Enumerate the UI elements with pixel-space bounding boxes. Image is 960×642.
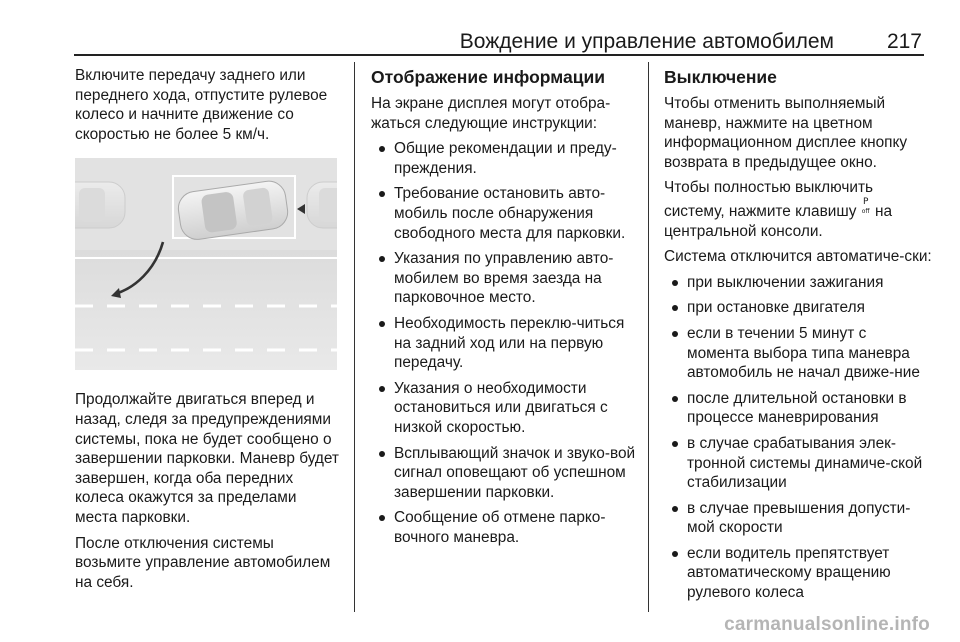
column-divider <box>648 62 649 612</box>
list-item: Всплывающий значок и звуко-вой сигнал оповещают об успешном завершении парковки. <box>371 444 636 503</box>
paragraph: После отключения системы возьмите управление автомобилем на себя. <box>75 534 331 591</box>
section-heading: Отображение информации <box>371 67 605 87</box>
page-header <box>74 14 924 56</box>
page-number: 217 <box>886 30 922 53</box>
list-item: при остановке двигателя <box>664 298 932 318</box>
section-heading: Выключение <box>664 67 777 87</box>
list-item: после длительной остановки в процессе маневрирования <box>664 389 932 428</box>
page-title: Вождение и управление автомобилем <box>459 30 834 53</box>
paragraph: Продолжайте двигаться вперед и назад, следя за предупреждениями системы, пока не будет сообщено о завершении парковки. Маневр будет завершен, когда оба передних колеса окажутся за пределами места парковки. <box>75 391 339 526</box>
text-fragment: на центральной консоли. <box>664 202 893 240</box>
column-middle <box>371 66 636 553</box>
column-left <box>75 66 343 598</box>
auto-off-list <box>664 273 932 603</box>
list-item: в случае превышения допусти-мой скорости <box>664 499 932 538</box>
text-fragment: Чтобы полностью выключить систему, нажмите клавишу <box>664 179 874 220</box>
column-right <box>664 66 932 609</box>
list-item: Необходимость переклю-читься на задний ход или на первую передачу. <box>371 314 636 373</box>
key-icon-sub: off <box>861 207 870 215</box>
parking-maneuver-illustration <box>75 158 337 370</box>
key-icon-label: P <box>862 196 869 207</box>
list-item: Указания о необходимости остановиться или двигаться с низкой скоростью. <box>371 379 636 438</box>
list-item: в случае срабатывания элек-тронной системы динамиче-ской стабилизации <box>664 434 932 493</box>
list-item: при выключении зажигания <box>664 273 932 293</box>
list-item: Требование остановить авто-мобиль после обнаружения свободного места для парковки. <box>371 184 636 243</box>
paragraph: Система отключится автоматиче-ски: <box>664 248 932 266</box>
list-item: Общие рекомендации и преду-преждения. <box>371 139 636 178</box>
paragraph: На экране дисплея могут отобра-жаться следующие инструкции: <box>371 95 611 132</box>
list-item: если в течении 5 минут с момента выбора типа маневра автомобиль не начал движе-ние <box>664 324 932 383</box>
instruction-list <box>371 139 636 547</box>
paragraph: Чтобы отменить выполняемый маневр, нажмите на цветном информационном дисплее кнопку возврата в предыдущее окно. <box>664 95 908 171</box>
list-item: Сообщение об отмене парко-вочного маневра. <box>371 508 636 547</box>
watermark: carmanualsonline.info <box>724 614 930 635</box>
paragraph: Включите передачу заднего или переднего хода, отпустите рулевое колесо и начните движение со скоростью не более 5 км/ч. <box>75 67 328 143</box>
park-assist-off-icon <box>861 198 871 216</box>
column-divider <box>354 62 355 612</box>
paragraph <box>664 178 932 241</box>
list-item: если водитель препятствует автоматическому вращению рулевого колеса <box>664 544 932 603</box>
list-item: Указания по управлению авто-мобилем во время заезда на парковочное место. <box>371 249 636 308</box>
